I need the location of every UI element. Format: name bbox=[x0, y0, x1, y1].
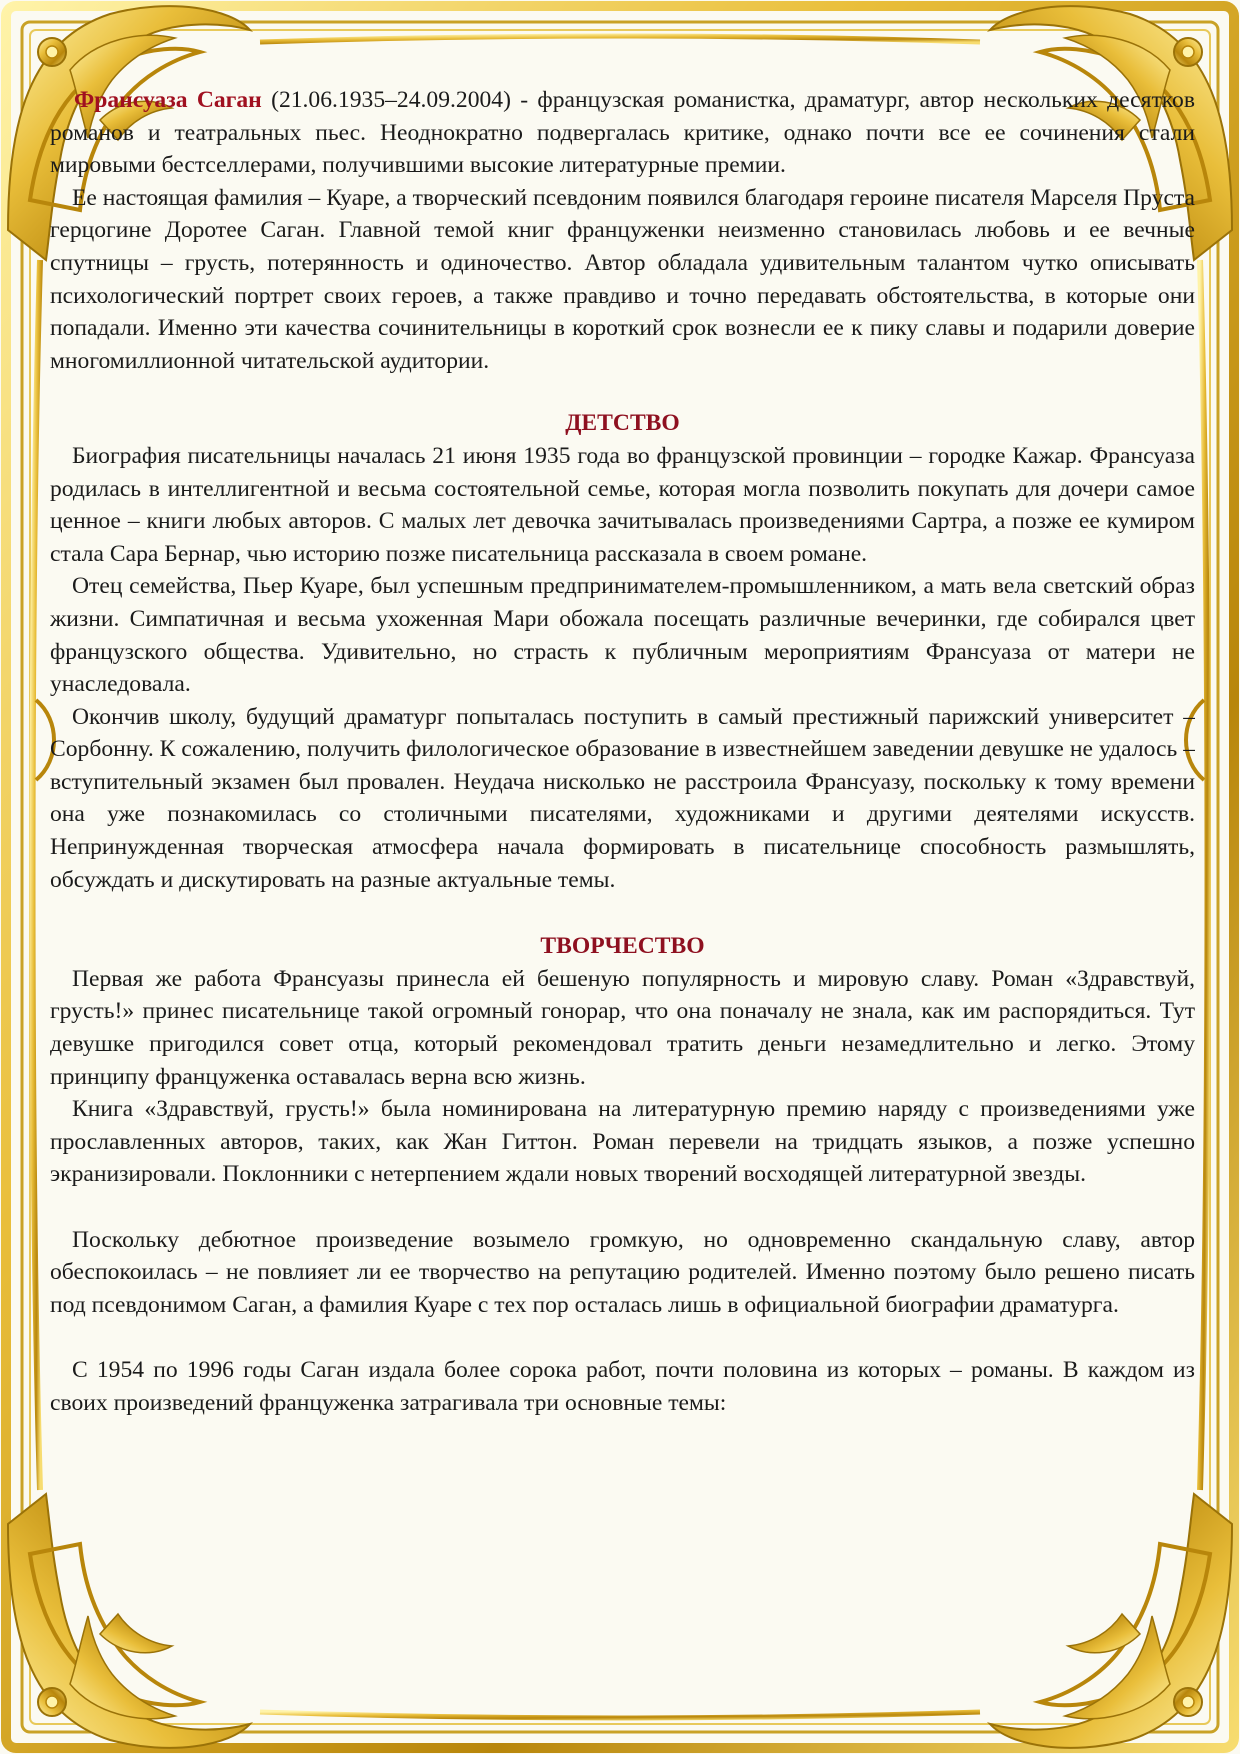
creativity-paragraph-3: Поскольку дебютное произведение возымело громкую, но одновременно скандальную славу, автор обеспокоилась – не повлияет ли ее творчество на репутацию родителей. Именно поэтому было решено писать под псевдонимом Саган, а фамилия Куаре с тех пор осталась лишь в официальной биографии драматурга. bbox=[50, 1226, 1195, 1318]
creativity-paragraph-4: С 1954 по 1996 годы Саган издала более сорока работ, почти половина из которых – романы. В каждом из своих произведений француженка затрагивала три основные темы: bbox=[50, 1356, 1195, 1416]
author-name: Франсуаза Саган bbox=[74, 87, 262, 113]
intro-paragraph-2: Ее настоящая фамилия – Куаре, а творческий псевдоним появился благодаря героине писателя Марселя Пруста герцогине Доротее Саган. Главной темой книг француженки неизменно становилась любовь и ее вечные спутницы – грусть, потерянность и одиночество. Автор обладала удивительным талантом чутко описывать психологический портрет своих героев, а также правдиво и точно передавать обстоятельства, в которые они попадали. Именно эти качества сочинительницы в короткий срок вознесли ее к пику славы и подарили доверие многомиллионной читательской аудитории. bbox=[50, 184, 1195, 374]
document-body bbox=[50, 84, 1195, 1724]
childhood-paragraph-2: Отец семейства, Пьер Куаре, был успешным предпринимателем-промышленником, а мать вела светский образ жизни. Симпатичная и весьма ухоженная Мари обожала посещать различные вечеринки, где собирался цвет французского общества. Удивительно, но страсть к публичным мероприятиям Франсуаза от матери не унаследовала. bbox=[50, 573, 1195, 698]
paragraph-gap bbox=[50, 1191, 1195, 1224]
childhood-paragraph-3: Окончив школу, будущий драматург попыталась поступить в самый престижный парижский университет – Сорбонну. К сожалению, получить филологическое образование в известнейшем заведении девушке не удалось – вступительный экзамен был провален. Неудача нисколько не расстроила Франсуазу, поскольку к тому времени она уже познакомилась со столичными писателями, художниками и другими деятелями искусств. Непринужденная творческая атмосфера начала формировать в писательнице способность размышлять, обсуждать и дискутировать на разные актуальные темы. bbox=[50, 703, 1195, 893]
intro-paragraph-1 bbox=[50, 84, 1195, 182]
paragraph-gap bbox=[50, 1321, 1195, 1354]
creativity-paragraph-1: Первая же работа Франсуазы принесла ей бешеную популярность и мировую славу. Роман «Здравствуй, грусть!» принес писательнице такой огромный гонорар, что она поначалу не знала, как им распорядиться. Тут девушке пригодился совет отца, который рекомендовал тратить деньги незамедлительно и легко. Этому принципу француженка оставалась верна всю жизнь. bbox=[50, 965, 1195, 1090]
section-heading-creativity: ТВОРЧЕСТВО bbox=[540, 933, 705, 960]
intro-paragraph-1-text: (21.06.1935–24.09.2004) - французская романистка, драматург, автор нескольких десятков романов и театральных пьес. Неоднократно подвергалась критике, однако почти все ее сочинения стали мировыми бестселлерами, получившими высокие литературные премии. bbox=[50, 87, 1195, 179]
childhood-paragraph-1: Биография писательницы началась 21 июня 1935 года во французской провинции – городке Кажар. Франсуаза родилась в интеллигентной и весьма состоятельной семье, которая могла позволить покупать для дочери самое ценное – книги любых авторов. С малых лет девочка зачитывалась произведениями Сартра, а позже ее кумиром стала Сара Бернар, чью историю позже писательница рассказала в своем романе. bbox=[50, 442, 1195, 567]
creativity-paragraph-2: Книга «Здравствуй, грусть!» была номинирована на литературную премию наряду с произведениями уже прославленных авторов, таких, как Жан Гиттон. Роман перевели на тридцать языков, а позже успешно экранизировали. Поклонники с нетерпением ждали новых творений восходящей литературной звезды. bbox=[50, 1096, 1195, 1188]
section-heading-childhood: ДЕТСТВО bbox=[565, 410, 680, 437]
